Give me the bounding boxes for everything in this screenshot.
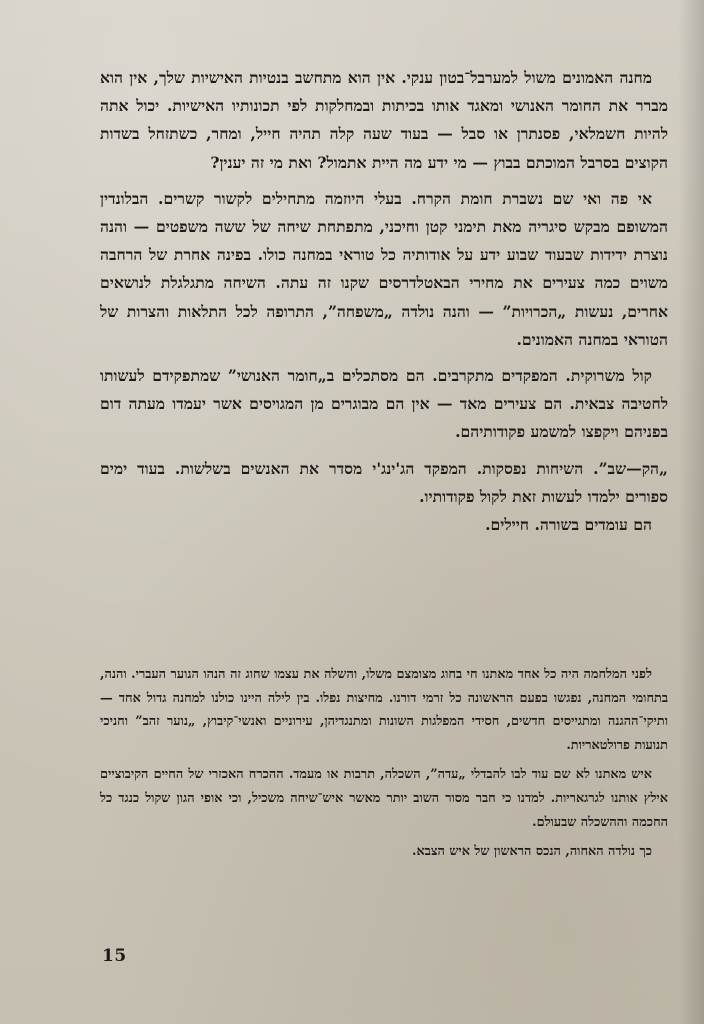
paragraph-attention: „הק—שב”. השיחות נפסקות. המפקד הג'ינג'י מסדר את האנשים בשלשות. בעוד ימים ספורים ילמדו לעשות זאת לקול פקודותיו. [100, 458, 668, 506]
paragraph-soldiers: הם עומדים בשורה. חיילים. [485, 515, 652, 535]
paragraph-no-distinctions: איש מאתנו לא שם עוד לבו להבדלי „עדה”, השכלה, תרבות או מעמד. ההכרח האכזרי של החיים הקיבוציים אילץ אותנו לגרגאריות. למדנו כי חבר מסור השוב יותר מאשר איש־שיחה משכיל, וכי אופי הגון שקול כנגד כל החכמה וההשכלה שבעולם. [100, 767, 668, 830]
page-number: 15 [102, 946, 127, 966]
paragraph-whistle: קול משרוקית. המפקדים מתקרבים. הם מסתכלים ב„חומר האנושי” שמתפקידם לעשותו לחטיבה צבאית. הם צעירים מאד — אין הם מבוגרים מן המגויסים אשר יעמדו מעתה דום בפניהם ויקפצו למשמע פקודותיהם. [100, 366, 668, 442]
paragraph-brotherhood: כך נולדה האחוה, הנכס הראשון של איש הצבא. [411, 844, 652, 860]
paragraph-mixer: מחנה האמונים משול למערבל־בטון ענקי. אין הוא מתחשב בנטיות האישיות שלך, אין הוא מברר את החומר האנושי ומאגד אותו בכיתות ובמחלקות לפי תכונותיו האישיות. יכול אתה להיות חשמלאי, פסנתרן או סבל — בעוד שעה קלה תהיה חייל, ומחר, כשתזחל בשדות הקוצים בסרבל המוכתם בבוץ — מי ידע מה היית אתמול? ואת מי זה יענין? [100, 68, 668, 172]
spine-shadow [678, 0, 704, 1024]
paragraph-ice-wall: אי פה ואי שם נשברת חומת הקרח. בעלי היוזמה מתחילים לקשור קשרים. הבלונדין המשופם מבקש סיגריה מאת תימני קטן וחיכני, מתפתחת שיחה של ששה משפטים — והנה נוצרת ידידות שבעוד שבוע ידע על אודותיה כל טוראי במחנה כולו. בפינה אחרת של הרחבה משוים כמה צעירים את מחירי הבאטלדרסים שקנו זה עתה. השיחה מתגלגלת לנושאים אחרים, נעשות „הכרויות” — והנה נולדה „משפחה”, התרופה לכל התלאות והצרות של הטוראי במחנה האמונים. [100, 188, 668, 349]
paragraph-before-war: לפני המלחמה היה כל אחד מאתנו חי בחוג מצומצם משלו, והשלה את עצמו שחוג זה הנהו הנוער העברי. והנה, בתחומי המחנה, נפגשו בפעם הראשונה כל זרמי דורנו. מחיצות נפלו. בין לילה היינו כולנו למחנה גדול אחד — ותיקי־ההגנה ומתגייסים חדשים, חסידי המפלגות השונות ומתנגדיהן, עירוניים ואנשי־קיבוץ, „נוער זהב” וחניכי תנועות פרולטאריות. [100, 667, 668, 753]
reflection-text-section [100, 663, 668, 870]
main-text-section [100, 64, 668, 547]
